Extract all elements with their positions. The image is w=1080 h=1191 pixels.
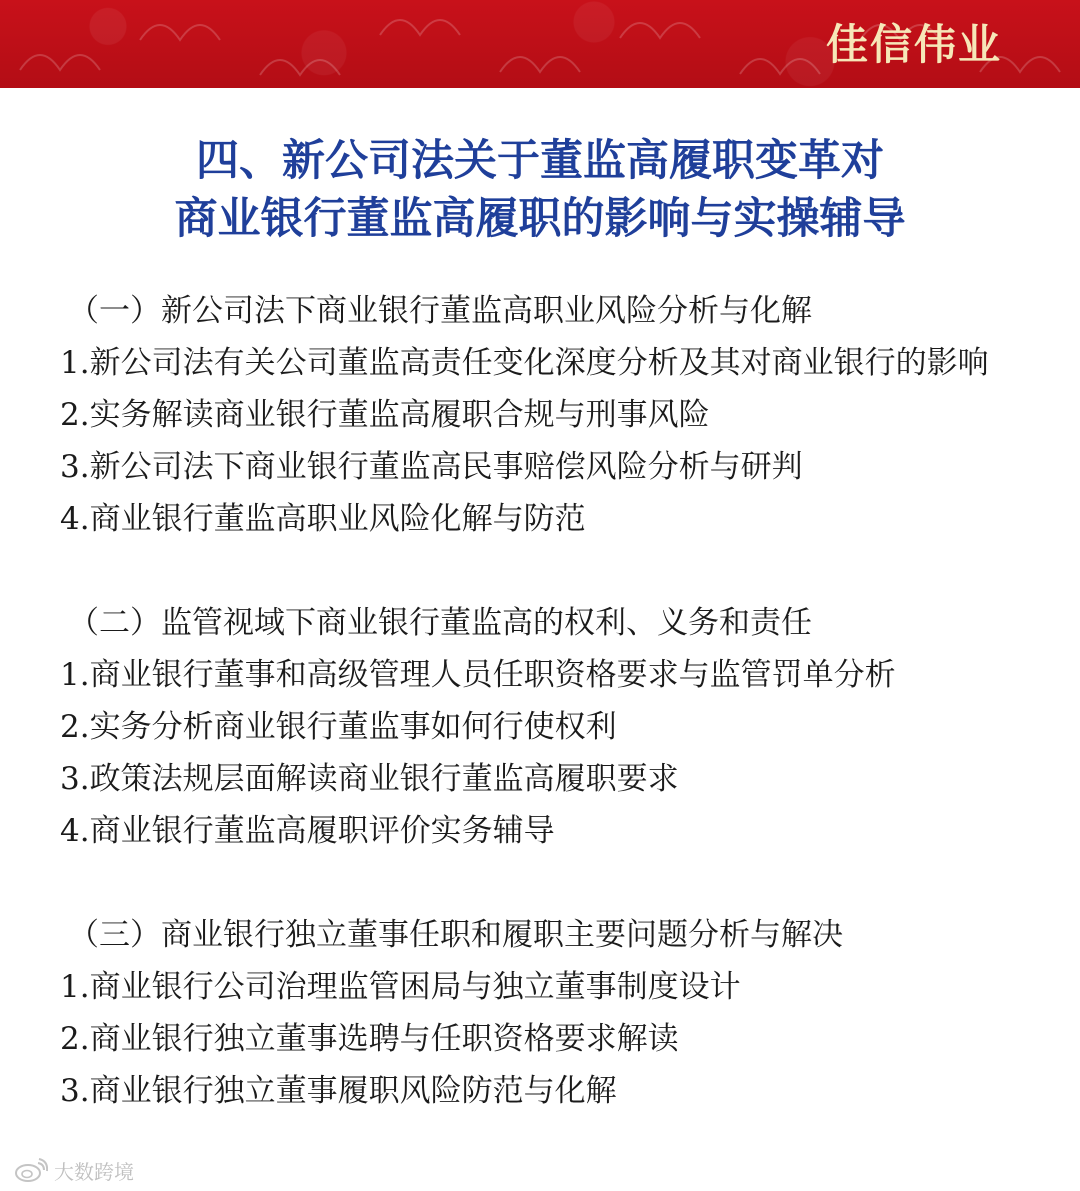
list-item: 3.商业银行独立董事履职风险防范与化解 (60, 1073, 617, 1109)
section-heading: （三）商业银行独立董事任职和履职主要问题分析与解决 (68, 917, 843, 953)
watermark-text: 大数跨境 (54, 1159, 134, 1184)
list-item: 3.新公司法下商业银行董监高民事赔偿风险分析与研判 (60, 449, 803, 485)
weibo-icon (14, 1158, 48, 1182)
list-item: 2.实务分析商业银行董监事如何行使权利 (60, 709, 617, 745)
section-spacer (60, 545, 1020, 597)
list-item: 1.商业银行董事和高级管理人员任职资格要求与监管罚单分析 (60, 657, 896, 693)
title-line-1: 四、新公司法关于董监高履职变革对 (196, 136, 884, 186)
list-item: 1.商业银行公司治理监管困局与独立董事制度设计 (60, 969, 741, 1005)
watermark (14, 1156, 134, 1184)
section-heading: （二）监管视域下商业银行董监高的权利、义务和责任 (68, 605, 812, 641)
list-item: 4.商业银行董监高职业风险化解与防范 (60, 501, 586, 537)
section-spacer (60, 857, 1020, 909)
header-banner (0, 0, 1080, 88)
course-outline (60, 285, 1020, 1117)
list-item: 2.实务解读商业银行董监高履职合规与刑事风险 (60, 397, 710, 433)
list-item: 4.商业银行董监高履职评价实务辅导 (60, 813, 555, 849)
section-heading: （一）新公司法下商业银行董监高职业风险分析与化解 (68, 293, 812, 329)
page-title (0, 132, 1080, 248)
list-item: 3.政策法规层面解读商业银行董监高履职要求 (60, 761, 679, 797)
brand-name: 佳信伟业 (825, 20, 1002, 69)
list-item: 1.新公司法有关公司董监高责任变化深度分析及其对商业银行的影响 (60, 345, 989, 381)
title-line-2: 商业银行董监高履职的影响与实操辅导 (174, 194, 906, 244)
list-item: 2.商业银行独立董事选聘与任职资格要求解读 (60, 1021, 679, 1057)
